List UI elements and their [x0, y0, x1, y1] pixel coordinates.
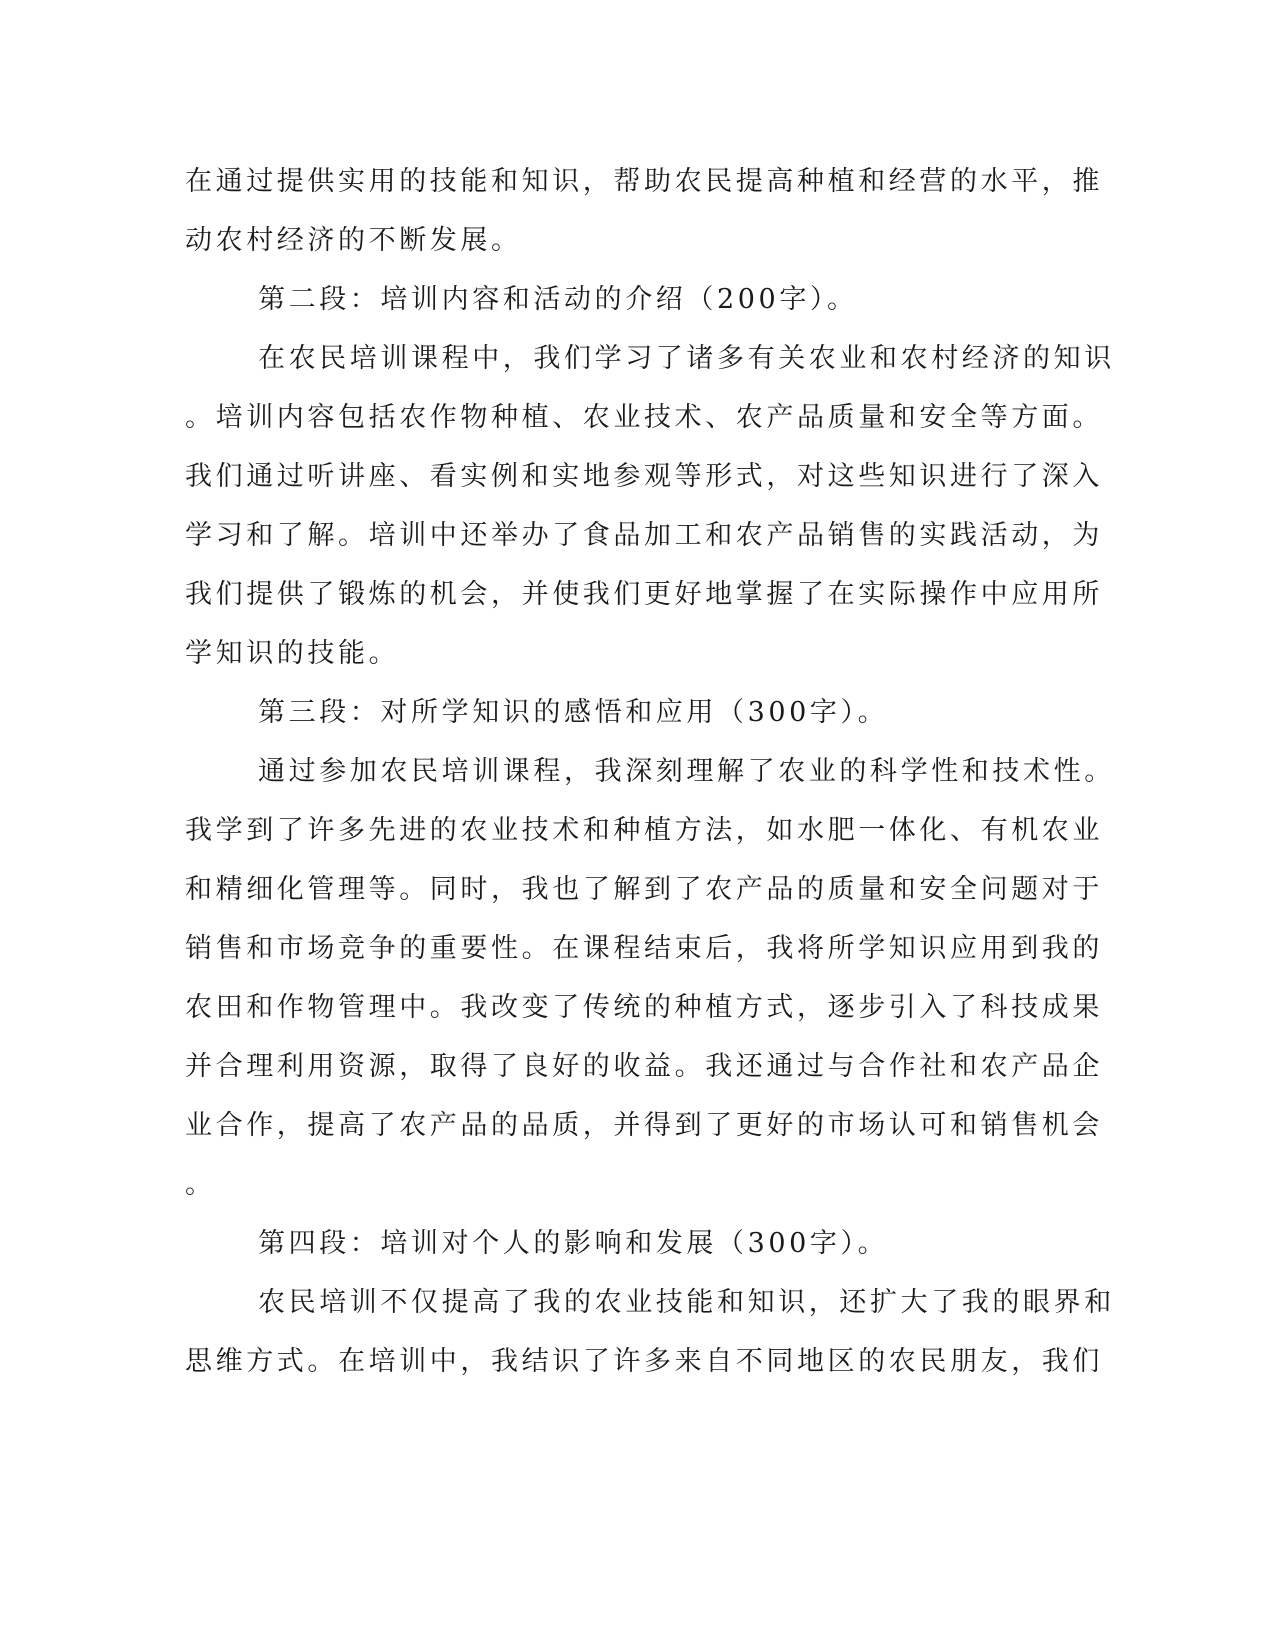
body-text-line: 通过参加农民培训课程，我深刻理解了农业的科学性和技术性。: [258, 756, 1115, 787]
section-heading: 第二段：培训内容和活动的介绍（200字）。: [258, 284, 858, 315]
section-heading: 第四段：培训对个人的影响和发展（300字）。: [258, 1228, 889, 1259]
body-text-line: 我们提供了锻炼的机会，并使我们更好地掌握了在实际操作中应用所: [185, 579, 1103, 610]
body-text-line: 农田和作物管理中。我改变了传统的种植方式，逐步引入了科技成果: [185, 992, 1103, 1023]
body-text-line: 我们通过听讲座、看实例和实地参观等形式，对这些知识进行了深入: [185, 461, 1103, 492]
body-text-line: 学习和了解。培训中还举办了食品加工和农产品销售的实践活动，为: [185, 520, 1103, 551]
body-text-line: 学知识的技能。: [185, 638, 400, 669]
body-text-line: 销售和市场竞争的重要性。在课程结束后，我将所学知识应用到我的: [185, 933, 1103, 964]
body-text-line: 。培训内容包括农作物种植、农业技术、农产品质量和安全等方面。: [185, 402, 1103, 433]
body-text-line: 并合理利用资源，取得了良好的收益。我还通过与合作社和农产品企: [185, 1051, 1103, 1082]
body-text-line: 在通过提供实用的技能和知识，帮助农民提高种植和经营的水平，推: [185, 166, 1103, 197]
body-text-line: 。: [185, 1169, 216, 1200]
section-heading: 第三段：对所学知识的感悟和应用（300字）。: [258, 697, 889, 728]
body-text-line: 在农民培训课程中，我们学习了诸多有关农业和农村经济的知识: [258, 343, 1115, 374]
body-text-line: 业合作，提高了农产品的品质，并得到了更好的市场认可和销售机会: [185, 1110, 1103, 1141]
body-text-line: 动农村经济的不断发展。: [185, 225, 522, 256]
body-text-line: 我学到了许多先进的农业技术和种植方法，如水肥一体化、有机农业: [185, 815, 1103, 846]
body-text-line: 农民培训不仅提高了我的农业技能和知识，还扩大了我的眼界和: [258, 1287, 1115, 1318]
body-text-line: 和精细化管理等。同时，我也了解到了农产品的质量和安全问题对于: [185, 874, 1103, 905]
body-text-line: 思维方式。在培训中，我结识了许多来自不同地区的农民朋友，我们: [185, 1346, 1103, 1377]
